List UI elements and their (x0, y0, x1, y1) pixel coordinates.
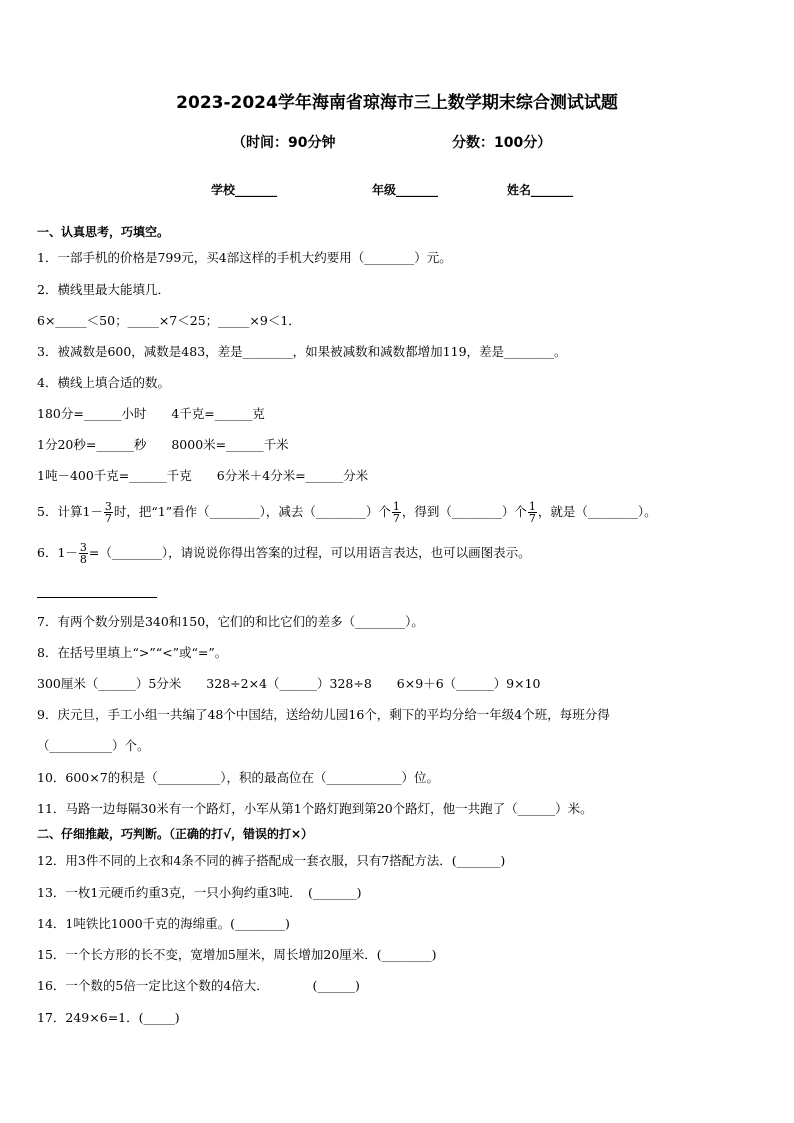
question-4-line-b: 1分20秒=______秒 8000米=______千米 (37, 437, 289, 452)
question-15: 15．一个长方形的长不变，宽增加5厘米，周长增加20厘米．(________) (37, 947, 437, 962)
fraction-3-8: $\frac{3}{8}$ (79, 541, 87, 566)
exam-time: （时间：90分钟 (232, 135, 336, 151)
grade-field: 年级_______ (372, 183, 439, 197)
question-6 (37, 537, 531, 569)
question-8: 8．在括号里填上“>”“<”或“=”。 (37, 645, 228, 660)
question-8-line: 300厘米（______）5分米 328÷2×4（______）328÷8 6×9＋6（______）9×10 (37, 676, 541, 691)
question-9-line-a: 9．庆元旦，手工小组一共编了48个中国结，送给幼儿园16个，剩下的平均分给一年级4个班，每班分得 (37, 707, 610, 722)
section-heading-fill-in: 一、认真思考，巧填空。 (37, 225, 170, 239)
question-5-part-4: ，就是（________）。 (537, 504, 657, 519)
question-3: 3．被减数是600，减数是483，差是________，如果被减数和减数都增加119，差是________。 (37, 344, 567, 359)
question-6-part-2: =（________），请说说你得出答案的过程，可以用语言表达，也可以画图表示。 (88, 545, 531, 560)
question-1: 1．一部手机的价格是799元，买4部这样的手机大约要用（________）元。 (37, 250, 452, 265)
question-5-part-1: 5．计算1－ (37, 504, 103, 519)
question-9-line-b: （__________）个。 (37, 738, 150, 753)
exam-title: 2023-2024学年海南省琼海市三上数学期末综合测试试题 (176, 93, 618, 113)
fraction-1-7-b: $\frac{1}{7}$ (528, 500, 536, 525)
section-heading-true-false: 二、仔细推敲，巧判断。（正确的打√，错误的打×） (37, 827, 314, 841)
question-5 (37, 494, 657, 530)
name-field: 姓名_______ (507, 183, 574, 197)
fraction-1-7-a: $\frac{1}{7}$ (392, 500, 400, 525)
question-12: 12．用3件不同的上衣和4条不同的裤子搭配成一套衣服，只有7搭配方法．(_______) (37, 853, 506, 868)
question-2: 2．横线里最大能填几． (37, 282, 170, 297)
fraction-3-7: $\frac{3}{7}$ (104, 500, 112, 525)
question-4-line-a: 180分=______小时 4千克=______克 (37, 406, 265, 421)
question-6-part-1: 6．1－ (37, 545, 78, 560)
question-4-line-c: 1吨－400千克=______千克 6分米＋4分米=______分米 (37, 468, 369, 483)
exam-score: 分数：100分） (452, 135, 552, 151)
question-17: 17．249×6=1．(_____) (37, 1010, 180, 1025)
question-14: 14．1吨铁比1000千克的海绵重。(________) (37, 916, 290, 931)
school-field: 学校_______ (211, 183, 278, 197)
question-11: 11．马路一边每隔30米有一个路灯，小军从第1个路灯跑到第20个路灯，他一共跑了（______）米。 (37, 801, 593, 816)
question-5-part-3: ，得到（________）个 (401, 504, 527, 519)
question-10: 10．600×7的积是（__________），积的最高位在（____________）位。 (37, 770, 439, 785)
question-13: 13．一枚1元硬币约重3克，一只小狗约重3吨． (_______) (37, 885, 362, 900)
question-4: 4．横线上填合适的数。 (37, 375, 170, 390)
question-7: 7．有两个数分别是340和150，它们的和比它们的差多（________）。 (37, 614, 424, 629)
question-16: 16．一个数的5倍一定比这个数的4倍大． (______) (37, 978, 360, 993)
question-2-line: 6×_____＜50；_____×7＜25；_____×9＜1． (37, 313, 301, 328)
question-5-part-2: 时，把“1”看作（________），减去（________）个 (113, 504, 391, 519)
answer-line (37, 597, 157, 598)
